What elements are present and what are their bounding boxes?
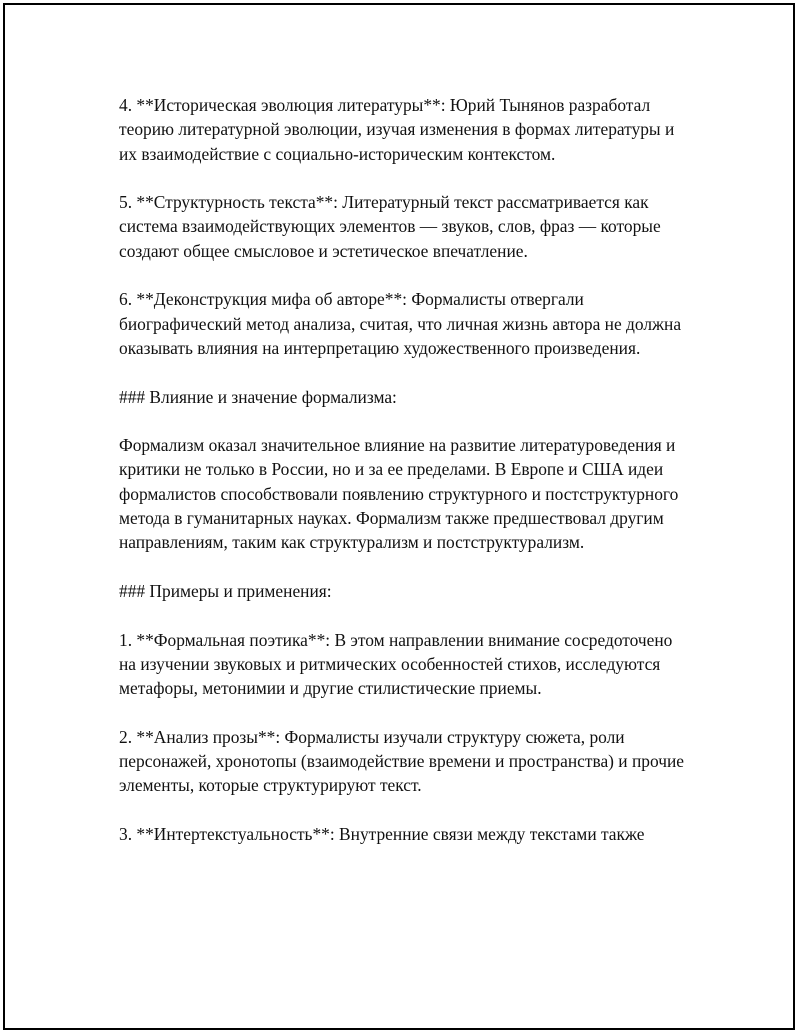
- list-item-prose-analysis: 2. **Анализ прозы**: Формалисты изучали структуру сюжета, роли персонажей, хронотопы (взаимодействие времени и пространства) и прочие элементы, которые структурируют текст.: [119, 726, 684, 796]
- list-item-historical-evolution: 4. **Историческая эволюция литературы**: Юрий Тынянов разработал теорию литературной эволюции, изучая изменения в формах литературы и их взаимодействие с социально-историческим контекстом.: [119, 95, 675, 164]
- document-page: [3, 3, 795, 1030]
- document-body: [119, 93, 691, 871]
- list-item-text-structure: 5. **Структурность текста**: Литературный текст рассматривается как система взаимодействующих элементов — звуков, слов, фраз — которые создают общее смысловое и эстетическое впечатление.: [119, 192, 661, 261]
- list-item-intertextuality: 3. **Интертекстуальность**: Внутренние связи между текстами также: [119, 823, 645, 844]
- section-heading-examples: ### Примеры и применения:: [119, 580, 332, 601]
- paragraph-influence: Формализм оказал значительное влияние на развитие литературоведения и критики не только в России, но и за ее пределами. В Европе и США идеи формалистов способствовали появлению структурного и постструктурного метода в гуманитарных науках. Формализм также предшествовал другим направлениям, таким как структурализм и постструктурализм.: [119, 435, 679, 553]
- list-item-formal-poetics: 1. **Формальная поэтика**: В этом направлении внимание сосредоточено на изучении звуковых и ритмических особенностей стихов, исследуются метафоры, метонимии и другие стилистические приемы.: [119, 629, 673, 699]
- section-heading-influence: ### Влияние и значение формализма:: [119, 386, 397, 407]
- list-item-author-myth: 6. **Деконструкция мифа об авторе**: Формалисты отвергали биографический метод анализа, считая, что личная жизнь автора не должна оказывать влияния на интерпретацию художественного произведения.: [119, 289, 682, 358]
